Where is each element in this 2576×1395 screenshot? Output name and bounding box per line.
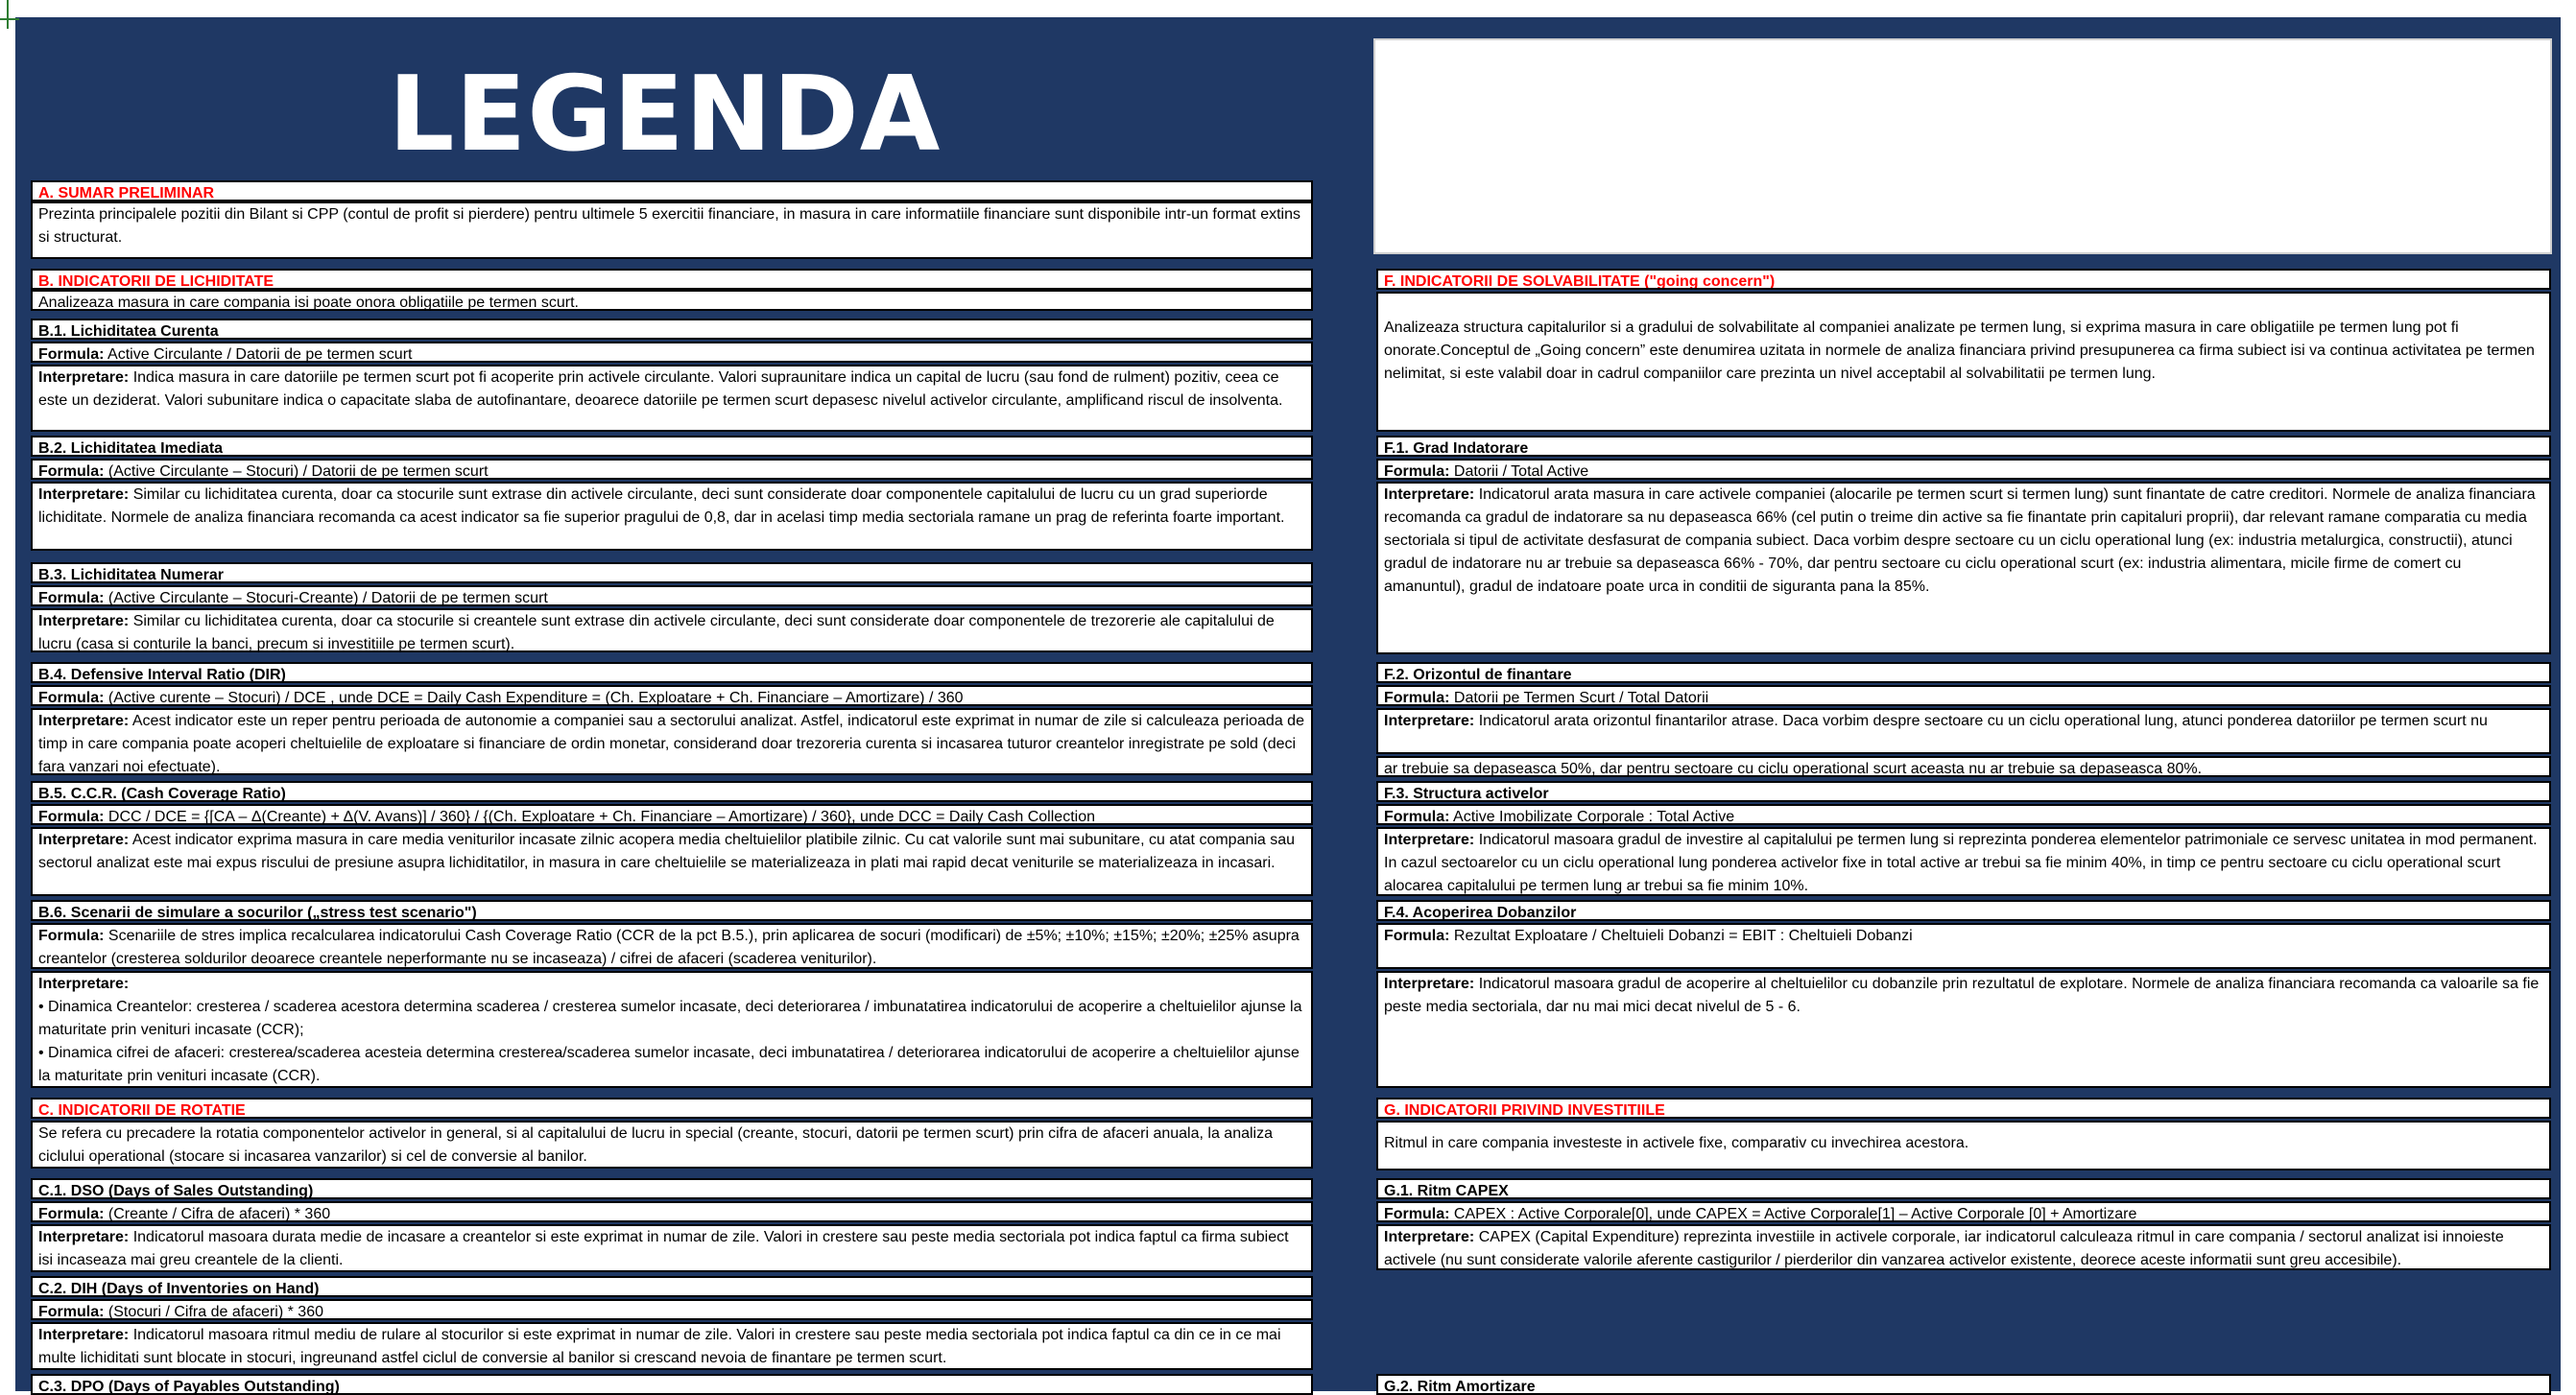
f2-interp xyxy=(1376,708,2551,754)
c1-head: C.1. DSO (Days of Sales Outstanding) xyxy=(31,1178,1313,1199)
field-text: Rezultat Exploatare / Cheltuieli Dobanzi = EBIT : Cheltuieli Dobanzi xyxy=(1449,928,1913,944)
bullet-line: • Dinamica Creantelor: cresterea / scaderea acestora determina scaderea / cresterea sumelor incasate, deci deteriorarea / imbunatatirea indicatorului de acoperire a cheltuielilor ajunse la maturitate prin venituri incasate (CCR); xyxy=(38,999,1302,1038)
f-desc: Analizeaza structura capitalurilor si a gradului de solvabilitate al companiei analizate pe termen lung, si exprima masura in care obligatiile pe termen lung pot fi onorate.Conceptul de „Going concern” este denumirea uzitata in normele de analiza financiara privind presupunerea ca firma subiect isi va continua activitatea pe termen nelimitat, si este valabil doar in cadrul companiilor care prezinta un nivel acceptabil al solvabilitatii pe termen lung. xyxy=(1376,292,2551,432)
field-text: DCC / DCE = {[CA – Δ(Creante) + Δ(V. Avans)] / 360} / {(Ch. Exploatare + Ch. Financiare – Amortizare) / 360}, unde DCC = Daily Cash Collection xyxy=(104,809,1095,825)
f3-formula xyxy=(1376,804,2551,825)
b2-interp xyxy=(31,482,1313,551)
c3-head: C.3. DPO (Days of Payables Outstanding) xyxy=(31,1374,1313,1395)
f4-formula xyxy=(1376,923,2551,969)
field-text: Similar cu lichiditatea curenta, doar ca stocurile sunt extrase din activele circulante, deci sunt considerate doar componentele capitalului de lucru cu un grad superiorde lichiditate. Normele de analiza financiara recomanda ca acest indicator sa fie superior pragului de 0,8, dar in acelasi timp media sectoriala ramane un prag de referinta foarte important. xyxy=(38,486,1285,526)
field-text: Active Circulante / Datorii de pe termen scurt xyxy=(104,346,413,363)
c-desc: Se refera cu precadere la rotatia componentelor activelor in general, si al capitalului de lucru in special (creante, stocuri, datorii pe termen scurt) prin cifra de afaceri anuala, la analiza ciclului operational (stocare si incasarea vanzarilor) si cel de conversie al banilor. xyxy=(31,1121,1313,1169)
g-desc: Ritmul in care compania investeste in activele fixe, comparativ cu invechirea acestora. xyxy=(1376,1121,2551,1170)
b4-interp xyxy=(31,708,1313,775)
field-text: CAPEX : Active Corporale[0], unde CAPEX = Active Corporale[1] – Active Corporale [0] + Amortizare xyxy=(1449,1206,2137,1222)
page-title: LEGENDA xyxy=(388,55,942,175)
field-label: Interpretare: xyxy=(1384,976,1475,992)
b5-head: B.5. C.C.R. (Cash Coverage Ratio) xyxy=(31,781,1313,802)
b-title: B. INDICATORII DE LICHIDITATE xyxy=(31,269,1313,290)
field-text: (Creante / Cifra de afaceri) * 360 xyxy=(104,1206,331,1222)
f1-formula xyxy=(1376,459,2551,480)
field-label: Interpretare: xyxy=(1384,713,1475,729)
f2-head: F.2. Orizontul de finantare xyxy=(1376,662,2551,683)
b4-head: B.4. Defensive Interval Ratio (DIR) xyxy=(31,662,1313,683)
field-text: Datorii pe Termen Scurt / Total Datorii xyxy=(1449,690,1709,706)
f4-head: F.4. Acoperirea Dobanzilor xyxy=(1376,900,2551,921)
field-text: Acest indicator este un reper pentru perioada de autonomie a companiei sau a sectorului analizat. Astfel, indicatorul este exprimat in numar de zile si calculeaza perioada de timp in care compania poate acoperi cheltuielile de exploatare si financiare de ordin monetar, considerand doar trezoreria curenta si incasarea tuturor creantelor inregistrate pe sold (deci fara vanzari noi efectuate). xyxy=(38,713,1304,775)
field-label: Formula: xyxy=(38,1206,105,1222)
c1-interp xyxy=(31,1224,1313,1272)
field-text: (Active Circulante – Stocuri-Creante) / Datorii de pe termen scurt xyxy=(104,590,548,606)
b6-head: B.6. Scenarii de simulare a socurilor („stress test scenario") xyxy=(31,900,1313,921)
field-text: Indicatorul masoara ritmul mediu de rulare al stocurilor si este exprimat in numar de zile. Valori in crestere sau peste media sectoriala pot indica faptul ca din ce in ce mai multe lichiditati sunt blocate in stocuri, ingreunand astfel ciclul de conversie al banilor si crescand nevoia de finantare pe termen scurt. xyxy=(38,1327,1281,1366)
b2-head: B.2. Lichiditatea Imediata xyxy=(31,436,1313,457)
field-label: Interpretare: xyxy=(38,832,130,848)
field-label: Formula: xyxy=(38,809,105,825)
field-label: Formula: xyxy=(38,928,105,944)
field-text: Acest indicator exprima masura in care media veniturilor incasate zilnic acopera media cheltuielilor platibile zilnic. Cu cat valorile sunt mai subunitare, cu atat compania sau sectorul analizat este mai expus riscului de presiune asupra lichiditatilor, in masura in care cheltuielile se materializeaza in plati mai rapid decat veniturile se materializeaza in incasari. xyxy=(38,832,1296,871)
field-text: Indica masura in care datoriile pe termen scurt pot fi acoperite prin activele circulante. Valori supraunitare indica un capital de lucru (sau fond de rulment) pozitiv, ceea ce este un deziderat. Valori subunitare indica o capacitate slaba de autofinantare, deoarece datoriile pe termen scurt depasesc nivelul activelor circulante, amplificand riscul de insolventa. xyxy=(38,369,1283,409)
c2-head: C.2. DIH (Days of Inventories on Hand) xyxy=(31,1276,1313,1297)
f3-interp xyxy=(1376,827,2551,896)
g1-interp xyxy=(1376,1224,2551,1270)
field-label: Interpretare: xyxy=(38,486,130,503)
field-text: Indicatorul masoara durata medie de incasare a creantelor si este exprimat in numar de zile. Valori in crestere sau peste media sectoriala pot indica faptul ca firma subiect isi incaseaza mai greu creantele de la clienti. xyxy=(38,1229,1289,1268)
b6-formula xyxy=(31,923,1313,969)
field-label: Interpretare: xyxy=(1384,486,1475,503)
cell-cursor-icon xyxy=(0,0,19,29)
f1-interp xyxy=(1376,482,2551,654)
field-label: Formula: xyxy=(1384,928,1450,944)
f4-interp xyxy=(1376,971,2551,1088)
g-title: G. INDICATORII PRIVIND INVESTITIILE xyxy=(1376,1098,2551,1119)
field-label: Formula: xyxy=(38,590,105,606)
b6-interp xyxy=(31,971,1313,1088)
g2-head: G.2. Ritm Amortizare xyxy=(1376,1374,2551,1395)
b3-interp xyxy=(31,608,1313,652)
field-label: Formula: xyxy=(38,1304,105,1320)
b2-formula xyxy=(31,459,1313,480)
field-text: Indicatorul arata masura in care activele companiei (alocarile pe termen scurt si termen lung) sunt finantate de catre creditori. Normele de analiza financiara recomanda ca gradul de indatorare sa nu depaseasca 66% (cel putin o treime din active sa fie finantate prin capitaluri proprii), dar relevant ramane comparatia cu media sectoriala si tipul de activitate desfasurat de compania subiect. Daca vorbim despre sectoare cu un ciclu operational lung (ex: industria metalurgica, constructii), atunci gradul de indatorare nu ar trebuie sa depaseasca 66% - 70%, dar pentru sectoare cu ciclu operational scurt (ex: industria alimentara, micile firme de comert cu amanuntul), gradul de indatoare poate urca in conditii de siguranta pana la 85%. xyxy=(1384,486,2536,595)
field-text: Indicatorul masoara gradul de investire al capitalului pe termen lung si reprezinta ponderea elementelor patrimoniale ce servesc unitatea in mod permanent. In cazul sectoarelor cu un ciclu operational lung ponderea activelor fixe in total active ar trebui sa fie minim 40%, in timp ce pentru sectoare cu ciclu operational scurt alocarea capitalului pe termen lung ar trebui sa fie minim 10%. xyxy=(1384,832,2538,894)
field-text: Scenariile de stres implica recalcularea indicatorului Cash Coverage Ratio (CCR de la pct B.5.), prin aplicarea de socuri (modificari) de ±5%; ±10%; ±15%; ±20%; ±25% asupra creantelor (cresterea soldurilor deoarece creantele neperformante nu se incaseaza) / cifrei de afaceri (scaderea veniturilor). xyxy=(38,928,1300,967)
field-label: Interpretare: xyxy=(38,713,130,729)
field-label: Interpretare: xyxy=(38,1229,130,1245)
field-label: Formula: xyxy=(1384,1206,1450,1222)
c2-formula xyxy=(31,1299,1313,1320)
f-title: F. INDICATORII DE SOLVABILITATE ("going concern") xyxy=(1376,269,2551,290)
b1-interp xyxy=(31,365,1313,432)
field-text: Indicatorul arata orizontul finantarilor atrase. Daca vorbim despre sectoare cu un ciclu operational lung, atunci ponderea datoriilor pe termen scurt nu xyxy=(1474,713,2488,729)
b5-formula xyxy=(31,804,1313,825)
f1-head: F.1. Grad Indatorare xyxy=(1376,436,2551,457)
b3-formula xyxy=(31,585,1313,606)
field-label: Formula: xyxy=(1384,690,1450,706)
c1-formula xyxy=(31,1201,1313,1222)
a-desc: Prezinta principalele pozitii din Bilant si CPP (contul de profit si pierdere) pentru ultimele 5 exercitii financiare, in masura in care informatiile financiare sunt disponibile intr-un format extins si structurat. xyxy=(31,201,1313,259)
field-label: Interpretare: xyxy=(1384,832,1475,848)
b5-interp xyxy=(31,827,1313,896)
field-label: Interpretare: xyxy=(38,976,130,992)
b1-head: B.1. Lichiditatea Curenta xyxy=(31,319,1313,340)
c-title: C. INDICATORII DE ROTATIE xyxy=(31,1098,1313,1119)
field-label: Formula: xyxy=(38,690,105,706)
field-label: Interpretare: xyxy=(38,1327,130,1343)
field-label: Formula: xyxy=(1384,809,1450,825)
g1-head: G.1. Ritm CAPEX xyxy=(1376,1178,2551,1199)
field-label: Interpretare: xyxy=(38,613,130,629)
f2-interp2: ar trebuie sa depaseasca 50%, dar pentru sectoare cu ciclu operational scurt aceasta nu ar trebuie sa depaseasca 80%. xyxy=(1376,756,2551,777)
bullet-line: • Dinamica cifrei de afaceri: cresterea/scaderea acesteia determina cresterea/scaderea sumelor incasate, deci imbunatatirea / deteriorarea indicatorului de acoperire a cheltuielilor ajunse la maturitate prin venituri incasate (CCR). xyxy=(38,1045,1300,1084)
b-desc: Analizeaza masura in care compania isi poate onora obligatiile pe termen scurt. xyxy=(31,290,1313,311)
field-label: Formula: xyxy=(38,346,105,363)
field-text: CAPEX (Capital Expenditure) reprezinta investiile in activele corporale, iar indicatorul calculeaza ritmul in care compania / sectorul analizat isi innoieste activele (nu sunt considerate valorile aferente castigurilor / pierderilor din vanzarea activelor existente, deorece aceste informatii sunt greu accesibile). xyxy=(1384,1229,2504,1268)
field-label: Interpretare: xyxy=(38,369,130,386)
field-text: (Active Circulante – Stocuri) / Datorii de pe termen scurt xyxy=(104,463,489,480)
field-text: Datorii / Total Active xyxy=(1449,463,1589,480)
f3-head: F.3. Structura activelor xyxy=(1376,781,2551,802)
field-text: Active Imobilizate Corporale : Total Active xyxy=(1449,809,1735,825)
b4-formula xyxy=(31,685,1313,706)
field-text: (Stocuri / Cifra de afaceri) * 360 xyxy=(104,1304,323,1320)
field-text: (Active curente – Stocuri) / DCE , unde DCE = Daily Cash Expenditure = (Ch. Exploatare + Ch. Financiare – Amortizare) / 360 xyxy=(104,690,964,706)
field-label: Formula: xyxy=(38,463,105,480)
field-text: Indicatorul masoara gradul de acoperire al cheltuielilor cu dobanzile prin rezultatul de explotare. Normele de analiza financiara recomanda ca valoarile sa fie peste media sectoriala, dar nu mai mici decat nivelul de 5 - 6. xyxy=(1384,976,2540,1015)
b3-head: B.3. Lichiditatea Numerar xyxy=(31,562,1313,583)
c2-interp xyxy=(31,1322,1313,1370)
field-label: Formula: xyxy=(1384,463,1450,480)
field-label: Interpretare: xyxy=(1384,1229,1475,1245)
logo-placeholder xyxy=(1373,38,2552,254)
f2-formula xyxy=(1376,685,2551,706)
b1-formula xyxy=(31,342,1313,363)
field-text: Similar cu lichiditatea curenta, doar ca stocurile si creantele sunt extrase din activele circulante, deci sunt considerate doar componentele de trezorerie ale capitalului de lucru (casa si conturile la banci, precum si investitiile pe termen scurt). xyxy=(38,613,1275,652)
a-title: A. SUMAR PRELIMINAR xyxy=(31,180,1313,201)
g1-formula xyxy=(1376,1201,2551,1222)
